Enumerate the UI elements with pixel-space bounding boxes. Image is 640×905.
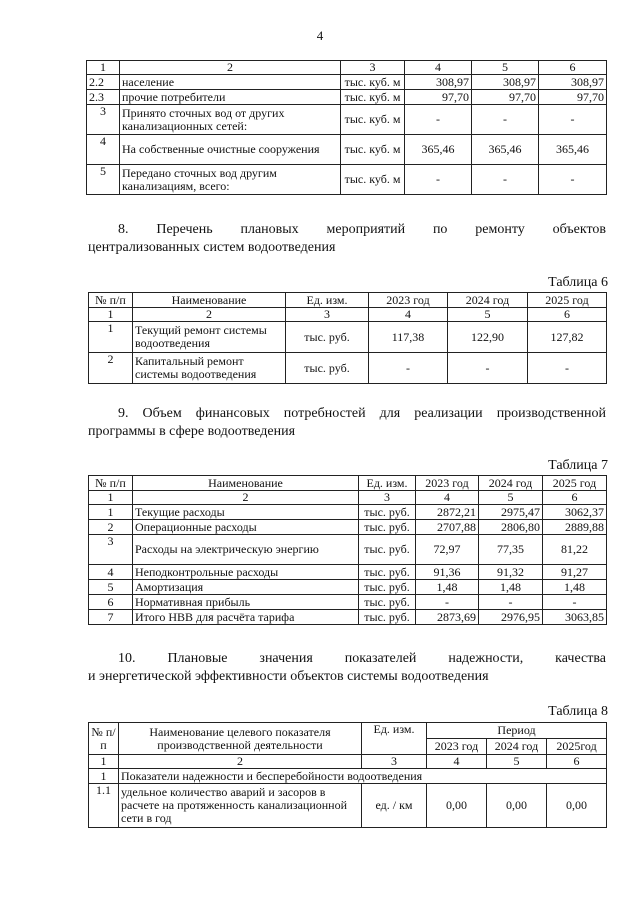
header-year: 2024 год [487, 739, 547, 755]
table-number-row [89, 755, 607, 769]
row-name: население [120, 75, 341, 90]
row-value: 365,46 [539, 135, 607, 165]
table-6-label: Таблица 6 [548, 275, 608, 290]
heading-line: централизованных систем водоотведения [88, 240, 336, 255]
row-name: Текущие расходы [133, 505, 359, 520]
heading-line: и энергетической эффективности объектов системы водоотведения [88, 669, 489, 684]
row-value: 117,38 [369, 322, 448, 353]
group-number: 1 [89, 769, 119, 784]
row-name: Операционные расходы [133, 520, 359, 535]
table-header-cell: 2024 год [479, 476, 543, 491]
row-value: 0,00 [547, 784, 607, 828]
table-header-row [89, 723, 607, 739]
row-unit: тыс. руб. [359, 535, 416, 565]
header-name: Наименование целевого показателя производственной деятельности [119, 723, 362, 755]
table-row [87, 90, 607, 105]
table-header-cell: 2023 год [369, 293, 448, 308]
table-row [87, 165, 607, 195]
row-number: 4 [87, 135, 120, 165]
row-value: - [472, 105, 539, 135]
row-unit: тыс. куб. м [341, 90, 405, 105]
row-number: 2 [89, 353, 133, 384]
row-value: 97,70 [472, 90, 539, 105]
row-value: 77,35 [479, 535, 543, 565]
row-value: 2872,21 [416, 505, 479, 520]
row-number: 5 [89, 580, 133, 595]
row-unit: тыс. руб. [359, 595, 416, 610]
row-value: 308,97 [539, 75, 607, 90]
table-6 [88, 292, 607, 384]
row-value: 91,36 [416, 565, 479, 580]
group-title: Показатели надежности и бесперебойности водоотведения [119, 769, 607, 784]
row-value: 3062,37 [543, 505, 607, 520]
table-header-cell: 2025 год [528, 293, 607, 308]
row-number: 3 [89, 535, 133, 565]
row-number: 1 [89, 322, 133, 353]
row-number: 2.2 [87, 75, 120, 90]
row-value: - [369, 353, 448, 384]
table-header-cell: 5 [472, 61, 539, 75]
row-unit: ед. / км [362, 784, 427, 828]
section-9-heading [88, 405, 606, 441]
row-value: 2707,88 [416, 520, 479, 535]
row-unit: тыс. руб. [359, 610, 416, 625]
column-number: 4 [416, 491, 479, 505]
row-unit: тыс. руб. [359, 565, 416, 580]
column-number: 6 [528, 308, 607, 322]
row-name: удельное количество аварий и засоров в расчете на протяженность канализационной сети в год [119, 784, 362, 828]
column-number: 5 [448, 308, 528, 322]
table-8 [88, 722, 607, 828]
table-row [89, 520, 607, 535]
table-header-cell: 1 [87, 61, 120, 75]
section-8-heading [88, 221, 606, 257]
row-unit: тыс. руб. [286, 322, 369, 353]
header-unit: Ед. изм. [362, 723, 427, 755]
table-row [89, 595, 607, 610]
row-number: 3 [87, 105, 120, 135]
column-number: 6 [547, 755, 607, 769]
row-unit: тыс. руб. [286, 353, 369, 384]
column-number: 4 [427, 755, 487, 769]
row-unit: тыс. руб. [359, 520, 416, 535]
row-name: Нормативная прибыль [133, 595, 359, 610]
row-unit: тыс. куб. м [341, 135, 405, 165]
table-header-row [87, 61, 607, 75]
row-value: 2873,69 [416, 610, 479, 625]
table-header-cell: Ед. изм. [359, 476, 416, 491]
table-7 [88, 475, 607, 625]
table-row [89, 784, 607, 828]
row-value: - [539, 105, 607, 135]
column-number: 6 [543, 491, 607, 505]
table-header-cell: Ед. изм. [286, 293, 369, 308]
row-value: 3063,85 [543, 610, 607, 625]
table-row [89, 580, 607, 595]
row-value: 2806,80 [479, 520, 543, 535]
row-value: 365,46 [472, 135, 539, 165]
row-unit: тыс. руб. [359, 580, 416, 595]
column-number: 2 [133, 491, 359, 505]
row-value: - [416, 595, 479, 610]
row-name: Итого НВВ для расчёта тарифа [133, 610, 359, 625]
column-number: 1 [89, 308, 133, 322]
row-name: Текущий ремонт системы водоотведения [133, 322, 286, 353]
table-5 [86, 60, 607, 195]
table-row [89, 565, 607, 580]
row-number: 2 [89, 520, 133, 535]
table-header-cell: 2025 год [543, 476, 607, 491]
row-value: 2975,47 [479, 505, 543, 520]
column-number: 5 [487, 755, 547, 769]
heading-line: 8. Перечень плановых мероприятий по ремонту объектов [118, 222, 606, 237]
table-group-row [89, 769, 607, 784]
table-row [89, 353, 607, 384]
table-header-cell: № п/п [89, 476, 133, 491]
row-unit: тыс. куб. м [341, 75, 405, 90]
row-name: На собственные очистные сооружения [120, 135, 341, 165]
row-value: - [539, 165, 607, 195]
row-value: 308,97 [472, 75, 539, 90]
row-name: Передано сточных вод другим канализациям, всего: [120, 165, 341, 195]
column-number: 3 [362, 755, 427, 769]
table-row [89, 505, 607, 520]
header-year: 2025год [547, 739, 607, 755]
table-header-cell: 6 [539, 61, 607, 75]
row-name: Капитальный ремонт системы водоотведения [133, 353, 286, 384]
row-value: 81,22 [543, 535, 607, 565]
table-header-cell: 2024 год [448, 293, 528, 308]
row-unit: тыс. куб. м [341, 165, 405, 195]
row-unit: тыс. руб. [359, 505, 416, 520]
row-value: 1,48 [543, 580, 607, 595]
row-value: 1,48 [416, 580, 479, 595]
row-name: Принято сточных вод от других канализационных сетей: [120, 105, 341, 135]
table-row [87, 75, 607, 90]
row-name: прочие потребители [120, 90, 341, 105]
table-header-cell: 4 [405, 61, 472, 75]
row-number: 2.3 [87, 90, 120, 105]
row-number: 5 [87, 165, 120, 195]
row-value: 127,82 [528, 322, 607, 353]
table-row [87, 135, 607, 165]
row-value: - [543, 595, 607, 610]
table-header-cell: 3 [341, 61, 405, 75]
column-number: 3 [286, 308, 369, 322]
row-value: 1,48 [479, 580, 543, 595]
column-number: 1 [89, 491, 133, 505]
heading-line: 9. Объем финансовых потребностей для реализации производственной [118, 406, 606, 421]
table-header-cell: 2023 год [416, 476, 479, 491]
row-value: 308,97 [405, 75, 472, 90]
row-value: - [528, 353, 607, 384]
heading-line: программы в сфере водоотведения [88, 424, 296, 439]
section-10-heading [88, 650, 606, 686]
row-value: - [405, 105, 472, 135]
row-name: Неподконтрольные расходы [133, 565, 359, 580]
column-number: 1 [89, 755, 119, 769]
row-name: Расходы на электрическую энергию [133, 535, 359, 565]
row-value: 91,27 [543, 565, 607, 580]
row-value: 0,00 [487, 784, 547, 828]
header-year: 2023 год [427, 739, 487, 755]
table-7-label: Таблица 7 [548, 458, 608, 473]
column-number: 3 [359, 491, 416, 505]
row-number: 6 [89, 595, 133, 610]
row-value: 97,70 [405, 90, 472, 105]
column-number: 2 [133, 308, 286, 322]
table-header-row [89, 476, 607, 491]
table-header-cell: № п/п [89, 293, 133, 308]
row-value: 122,90 [448, 322, 528, 353]
page-number: 4 [316, 28, 324, 43]
table-header-cell: 2 [120, 61, 341, 75]
heading-line: 10. Плановые значения показателей надежности, качества [118, 651, 606, 666]
table-row [89, 535, 607, 565]
header-period: Период [427, 723, 607, 739]
row-number: 7 [89, 610, 133, 625]
table-header-cell: Наименование [133, 476, 359, 491]
row-number: 1.1 [89, 784, 119, 828]
table-8-label: Таблица 8 [548, 704, 608, 719]
row-value: 0,00 [427, 784, 487, 828]
table-row [87, 105, 607, 135]
row-value: 91,32 [479, 565, 543, 580]
header-number: № п/п [89, 723, 119, 755]
table-number-row [89, 491, 607, 505]
row-value: - [405, 165, 472, 195]
row-value: - [472, 165, 539, 195]
row-name: Амортизация [133, 580, 359, 595]
table-header-row [89, 293, 607, 308]
row-value: - [479, 595, 543, 610]
column-number: 2 [119, 755, 362, 769]
table-row-total [89, 610, 607, 625]
row-value: 97,70 [539, 90, 607, 105]
table-header-cell: Наименование [133, 293, 286, 308]
row-value: 2889,88 [543, 520, 607, 535]
row-number: 1 [89, 505, 133, 520]
row-value: 72,97 [416, 535, 479, 565]
row-value: - [448, 353, 528, 384]
table-row [89, 322, 607, 353]
row-unit: тыс. куб. м [341, 105, 405, 135]
column-number: 4 [369, 308, 448, 322]
row-number: 4 [89, 565, 133, 580]
column-number: 5 [479, 491, 543, 505]
row-value: 365,46 [405, 135, 472, 165]
row-value: 2976,95 [479, 610, 543, 625]
table-number-row [89, 308, 607, 322]
